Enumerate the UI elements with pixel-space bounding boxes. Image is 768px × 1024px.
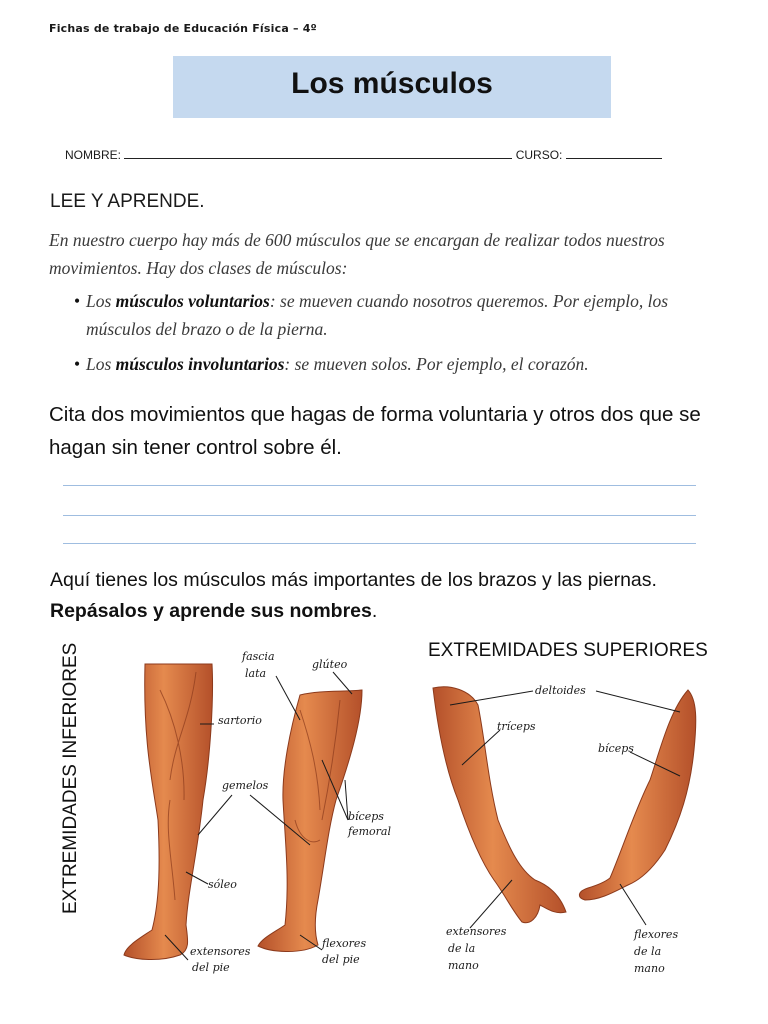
lower-limbs-title: EXTREMIDADES INFERIORES — [60, 642, 81, 914]
label-triceps: tríceps — [497, 720, 536, 733]
label-extensores-mano-3: mano — [448, 959, 479, 972]
label-sartorio: sartorio — [218, 714, 262, 727]
label-extensores-pie-1: extensores — [190, 945, 251, 958]
term-voluntarios: músculos voluntarios — [115, 291, 270, 311]
section-heading: LEE Y APRENDE. — [50, 191, 205, 212]
arm-right-illustration — [579, 690, 695, 900]
label-biceps: bíceps — [598, 742, 634, 755]
back-leg-illustration — [258, 690, 362, 952]
front-leg-illustration — [124, 664, 213, 960]
instructions: Aquí tienes los músculos más importantes de los brazos y las piernas. Repásalos y aprende sus nombres. — [50, 569, 657, 622]
exercise-question: Cita dos movimientos que hagas de forma voluntaria y otros dos que se hagan sin tener control sobre él. — [49, 403, 701, 459]
label-flexores-mano-1: flexores — [634, 928, 679, 941]
bullet-involuntarios: • Los músculos involuntarios: se mueven solos. Por ejemplo, el corazón. — [74, 350, 734, 378]
worksheet-header: Fichas de trabajo de Educación Física – 4º — [49, 22, 317, 35]
label-flexores-mano-2: de la — [634, 945, 662, 958]
bullet-dot: • — [74, 354, 81, 374]
label-extensores-mano-1: extensores — [446, 925, 507, 938]
label-flexores-pie-2: del pie — [322, 953, 360, 966]
term-involuntarios: músculos involuntarios — [115, 354, 285, 374]
intro-paragraph: En nuestro cuerpo hay más de 600 músculos que se encargan de realizar todos nuestros movimientos. Hay dos clases de músculos: — [49, 230, 665, 278]
label-extensores-pie-2: del pie — [192, 961, 230, 974]
label-gemelos: gemelos — [222, 779, 269, 792]
page-title: Los músculos — [291, 67, 493, 100]
label-soleo: sóleo — [208, 878, 237, 891]
instruction-bold: Repásalos y aprende sus nombres — [50, 600, 372, 622]
label-extensores-mano-2: de la — [448, 942, 476, 955]
bullet-dot: • — [74, 291, 81, 311]
bullet-voluntarios: • Los músculos voluntarios: se mueven cuando nosotros queremos. Por ejemplo, los músculos del brazo o de la pierna. — [74, 287, 734, 343]
label-gluteo: glúteo — [312, 658, 348, 671]
label-lata: lata — [245, 667, 267, 680]
label-biceps-femoral-1: bíceps — [348, 810, 384, 823]
label-flexores-mano-3: mano — [634, 962, 665, 975]
nombre-label: NOMBRE: — [65, 148, 122, 162]
label-biceps-femoral-2: femoral — [348, 825, 391, 838]
label-flexores-pie-1: flexores — [322, 937, 367, 950]
upper-limbs-title: EXTREMIDADES SUPERIORES — [428, 640, 708, 661]
label-fascia: fascia — [242, 650, 275, 663]
label-deltoides: deltoides — [535, 684, 586, 697]
curso-label: CURSO: — [515, 148, 563, 162]
